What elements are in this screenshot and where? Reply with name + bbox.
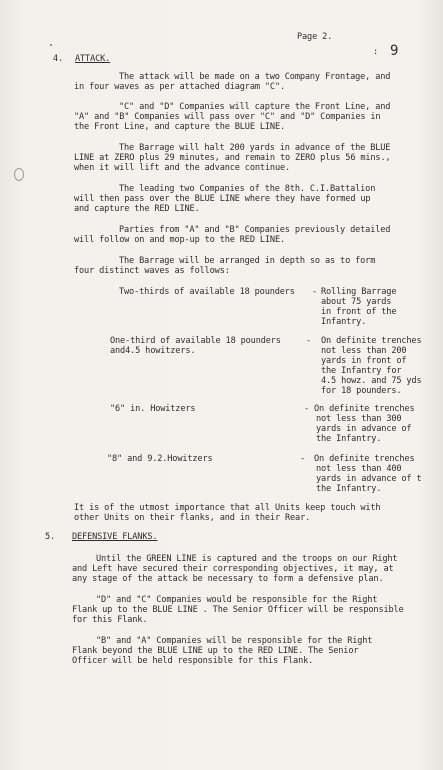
wave-4-target-4: the Infantry. xyxy=(316,484,382,494)
p1-line-2: in four waves as per attached diagram "C". xyxy=(74,82,286,92)
p8-line-3: any stage of the attack be necessary to form a defensive plan. xyxy=(72,574,384,584)
p7-line-2: other Units on their flanks, and in their Rear. xyxy=(74,513,311,523)
wave-2-target-5: 4.5 howz. and 75 yds xyxy=(321,376,422,386)
wave-2-dash: - xyxy=(306,336,312,346)
wave-1-target-4: Infantry. xyxy=(321,317,367,327)
p4-line-2: will then pass over the BLUE LINE where they have formed up xyxy=(74,194,371,204)
p2-line-3: the Front Line, and capture the BLUE LINE. xyxy=(74,122,286,132)
wave-1-target-3: in front of the xyxy=(321,307,397,317)
wave-4-weapon: "8" and 9.2.Howitzers xyxy=(107,454,213,464)
wave-2-weapon-2: and4.5 howitzers. xyxy=(110,346,196,356)
p3-line-2: LINE at ZERO plus 29 minutes, and remain to ZERO plus 56 mins., xyxy=(74,153,391,163)
wave-2-target-6: for 18 pounders. xyxy=(321,386,402,396)
wave-2-target-4: the Infantry for xyxy=(321,366,402,376)
wave-3-dash: - xyxy=(304,404,310,414)
section-5-number: 5. xyxy=(45,532,56,542)
p2-line-2: "A" and "B" Companies will pass over "C" and "D" Companies in xyxy=(74,112,381,122)
p1-line-1: The attack will be made on a two Company Frontage, and xyxy=(119,72,391,82)
p9-line-1: "D" and "C" Companies would be responsible for the Right xyxy=(96,595,378,605)
p10-line-1: "B" and "A" Companies will be responsible for the Right xyxy=(96,636,373,646)
wave-3-target-4: the Infantry. xyxy=(316,434,382,444)
p5-line-1: Parties from "A" and "B" Companies previously detailed xyxy=(119,225,391,235)
wave-4-target-1: On definite trenches xyxy=(314,454,415,464)
wave-2-target-2: not less than 200 xyxy=(321,346,407,356)
p9-line-2: Flank up to the BLUE LINE . The Senior Officer will be responsible xyxy=(72,605,404,615)
p10-line-3: Officer will be held responsible for this Flank. xyxy=(72,656,314,666)
p4-line-1: The leading two Companies of the 8th. C.I.Battalion xyxy=(119,184,376,194)
ink-dot xyxy=(50,44,52,46)
p9-line-3: for this Flank. xyxy=(72,615,148,625)
section-4-number: 4. xyxy=(53,54,64,64)
p6-line-1: The Barrage will be arranged in depth so as to form xyxy=(119,256,376,266)
margin-mark: : xyxy=(373,47,379,57)
wave-4-target-3: yards in advance of t xyxy=(316,474,422,484)
wave-3-target-1: On definite trenches xyxy=(314,404,415,414)
wave-3-target-3: yards in advance of xyxy=(316,424,412,434)
p8-line-2: and Left have secured their corresponding objectives, it may, at xyxy=(72,564,394,574)
p3-line-1: The Barrage will halt 200 yards in advance of the BLUE xyxy=(119,143,391,153)
p5-line-2: will follow on and mop-up to the RED LINE. xyxy=(74,235,286,245)
punch-hole xyxy=(14,168,24,181)
wave-4-target-2: not less than 400 xyxy=(316,464,402,474)
wave-3-target-2: not less than 300 xyxy=(316,414,402,424)
p6-line-2: four distinct waves as follows: xyxy=(74,266,230,276)
wave-1-target-2: about 75 yards xyxy=(321,297,392,307)
section-4-title: ATTACK. xyxy=(75,54,111,64)
wave-2-target-3: yards in front of xyxy=(321,356,407,366)
wave-3-weapon: "6" in. Howitzers xyxy=(110,404,196,414)
p7-line-1: It is of the utmost importance that all Units keep touch with xyxy=(74,503,381,513)
section-5-title: DEFENSIVE FLANKS. xyxy=(72,532,158,542)
p8-line-1: Until the GREEN LINE is captured and the troops on our Right xyxy=(96,554,398,564)
wave-1-dash: - xyxy=(312,287,318,297)
wave-1-weapon: Two-thirds of available 18 pounders xyxy=(119,287,295,297)
wave-2-weapon-1: One-third of available 18 pounders xyxy=(110,336,281,346)
p2-line-1: "C" and "D" Companies will capture the Front Line, and xyxy=(119,102,391,112)
page-label: Page 2. xyxy=(297,32,333,42)
p4-line-3: and capture the RED LINE. xyxy=(74,204,200,214)
p3-line-3: when it will lift and the advance continue. xyxy=(74,163,291,173)
wave-4-dash: - xyxy=(300,454,306,464)
page-number: 9 xyxy=(390,43,399,59)
wave-2-target-1: On definite trenches xyxy=(321,336,422,346)
wave-1-target-1: Rolling Barrage xyxy=(321,287,397,297)
p10-line-2: Flank beyond the BLUE LINE up to the RED LINE. The Senior xyxy=(72,646,359,656)
